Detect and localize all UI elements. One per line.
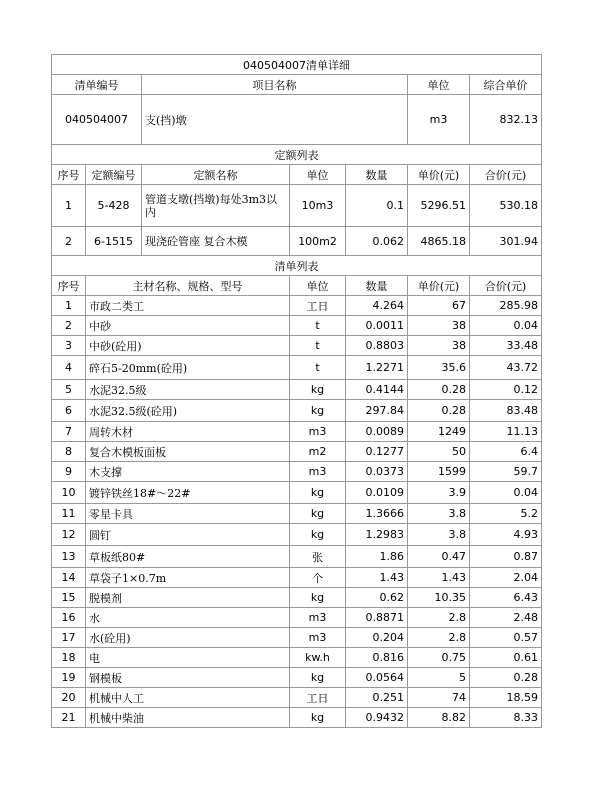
quota-code-header: 定额编号 <box>86 165 142 185</box>
material-qty: 0.62 <box>346 588 408 608</box>
material-price-header: 单价(元) <box>408 276 470 296</box>
material-name-header: 主材名称、规格、型号 <box>86 276 290 296</box>
quota-price: 5296.51 <box>408 185 470 227</box>
material-price: 3.9 <box>408 482 470 504</box>
bill-code: 040504007 <box>52 95 142 145</box>
quota-qty-header: 数量 <box>346 165 408 185</box>
material-no: 4 <box>52 356 86 380</box>
material-row <box>52 422 542 442</box>
material-total: 11.13 <box>470 422 542 442</box>
material-no: 20 <box>52 688 86 708</box>
material-total: 8.33 <box>470 708 542 728</box>
material-no: 12 <box>52 524 86 546</box>
material-qty: 4.264 <box>346 296 408 316</box>
material-name: 草板纸80# <box>86 546 290 568</box>
material-total: 0.04 <box>470 316 542 336</box>
quota-row <box>52 227 542 256</box>
material-no: 18 <box>52 648 86 668</box>
quota-price: 4865.18 <box>408 227 470 256</box>
quota-name: 管道支墩(挡墩)每处3m3以内 <box>142 185 290 227</box>
quota-name: 现浇砼管座 复合木模 <box>142 227 290 256</box>
material-qty: 1.2271 <box>346 356 408 380</box>
material-row <box>52 668 542 688</box>
quota-total: 530.18 <box>470 185 542 227</box>
material-price: 2.8 <box>408 608 470 628</box>
material-name: 水 <box>86 608 290 628</box>
material-row <box>52 588 542 608</box>
material-unit: 个 <box>290 568 346 588</box>
material-qty: 0.8871 <box>346 608 408 628</box>
material-unit: kg <box>290 380 346 400</box>
material-qty: 0.4144 <box>346 380 408 400</box>
material-price: 74 <box>408 688 470 708</box>
material-no: 14 <box>52 568 86 588</box>
material-total: 83.48 <box>470 400 542 422</box>
bill-unit-price: 832.13 <box>470 95 542 145</box>
bill-code-header: 清单编号 <box>52 75 142 95</box>
material-total: 0.28 <box>470 668 542 688</box>
material-price: 67 <box>408 296 470 316</box>
material-name: 脱模剂 <box>86 588 290 608</box>
material-price: 38 <box>408 316 470 336</box>
material-total: 6.4 <box>470 442 542 462</box>
material-price: 1.43 <box>408 568 470 588</box>
material-row <box>52 380 542 400</box>
material-unit: m2 <box>290 442 346 462</box>
material-qty: 0.816 <box>346 648 408 668</box>
material-no: 13 <box>52 546 86 568</box>
material-no: 2 <box>52 316 86 336</box>
material-unit: kg <box>290 524 346 546</box>
material-row <box>52 442 542 462</box>
quota-total: 301.94 <box>470 227 542 256</box>
bill-unit-price-header: 综合单价 <box>470 75 542 95</box>
material-total: 0.57 <box>470 628 542 648</box>
material-price: 5 <box>408 668 470 688</box>
material-row <box>52 482 542 504</box>
material-unit: 工日 <box>290 296 346 316</box>
bill-name-header: 项目名称 <box>142 75 408 95</box>
material-total: 5.2 <box>470 504 542 524</box>
material-total: 285.98 <box>470 296 542 316</box>
material-row <box>52 546 542 568</box>
material-unit: kg <box>290 588 346 608</box>
material-total-header: 合价(元) <box>470 276 542 296</box>
material-qty: 0.8803 <box>346 336 408 356</box>
material-no: 3 <box>52 336 86 356</box>
quota-unit: 10m3 <box>290 185 346 227</box>
bill-name: 支(挡)墩 <box>142 95 408 145</box>
material-name: 水泥32.5级 <box>86 380 290 400</box>
material-row <box>52 608 542 628</box>
quota-qty: 0.062 <box>346 227 408 256</box>
material-total: 18.59 <box>470 688 542 708</box>
quota-price-header: 单价(元) <box>408 165 470 185</box>
material-price: 50 <box>408 442 470 462</box>
material-qty: 0.251 <box>346 688 408 708</box>
quota-name-header: 定额名称 <box>142 165 290 185</box>
material-unit: m3 <box>290 608 346 628</box>
material-price: 8.82 <box>408 708 470 728</box>
material-name: 水(砼用) <box>86 628 290 648</box>
material-name: 零星卡具 <box>86 504 290 524</box>
material-name: 机械中柴油 <box>86 708 290 728</box>
material-name: 水泥32.5级(砼用) <box>86 400 290 422</box>
material-row <box>52 568 542 588</box>
material-unit: kw.h <box>290 648 346 668</box>
material-row <box>52 462 542 482</box>
page-title: 040504007清单详细 <box>52 55 542 75</box>
material-unit: kg <box>290 668 346 688</box>
material-no: 6 <box>52 400 86 422</box>
material-no-header: 序号 <box>52 276 86 296</box>
material-row <box>52 648 542 668</box>
material-qty: 0.9432 <box>346 708 408 728</box>
material-unit: kg <box>290 504 346 524</box>
material-no: 9 <box>52 462 86 482</box>
material-name: 周转木材 <box>86 422 290 442</box>
quota-row <box>52 185 542 227</box>
quota-no-header: 序号 <box>52 165 86 185</box>
quota-no: 2 <box>52 227 86 256</box>
material-qty: 1.2983 <box>346 524 408 546</box>
material-name: 中砂 <box>86 316 290 336</box>
material-price: 3.8 <box>408 524 470 546</box>
material-total: 43.72 <box>470 356 542 380</box>
material-name: 镀锌铁丝18#～22# <box>86 482 290 504</box>
material-no: 1 <box>52 296 86 316</box>
material-qty: 0.204 <box>346 628 408 648</box>
material-unit: 张 <box>290 546 346 568</box>
material-unit: kg <box>290 400 346 422</box>
material-no: 8 <box>52 442 86 462</box>
material-row <box>52 628 542 648</box>
material-price: 0.47 <box>408 546 470 568</box>
material-total: 0.12 <box>470 380 542 400</box>
material-qty: 0.0109 <box>346 482 408 504</box>
quota-code: 6-1515 <box>86 227 142 256</box>
material-no: 7 <box>52 422 86 442</box>
material-row <box>52 296 542 316</box>
material-total: 0.61 <box>470 648 542 668</box>
material-total: 4.93 <box>470 524 542 546</box>
material-no: 21 <box>52 708 86 728</box>
material-price: 3.8 <box>408 504 470 524</box>
material-name: 市政二类工 <box>86 296 290 316</box>
material-no: 16 <box>52 608 86 628</box>
material-price: 35.6 <box>408 356 470 380</box>
material-unit: t <box>290 336 346 356</box>
material-price: 0.28 <box>408 400 470 422</box>
material-price: 10.35 <box>408 588 470 608</box>
quota-unit: 100m2 <box>290 227 346 256</box>
material-unit: t <box>290 356 346 380</box>
material-name: 圆钉 <box>86 524 290 546</box>
material-name: 中砂(砼用) <box>86 336 290 356</box>
material-total: 0.87 <box>470 546 542 568</box>
material-row <box>52 708 542 728</box>
material-total: 0.04 <box>470 482 542 504</box>
material-row <box>52 524 542 546</box>
material-price: 38 <box>408 336 470 356</box>
material-row <box>52 400 542 422</box>
material-qty-header: 数量 <box>346 276 408 296</box>
material-qty: 0.1277 <box>346 442 408 462</box>
material-unit: m3 <box>290 462 346 482</box>
material-name: 碎石5-20mm(砼用) <box>86 356 290 380</box>
material-row <box>52 504 542 524</box>
bill-detail-table <box>51 54 542 728</box>
material-price: 1599 <box>408 462 470 482</box>
material-name: 木支撑 <box>86 462 290 482</box>
material-row <box>52 688 542 708</box>
material-qty: 297.84 <box>346 400 408 422</box>
material-unit: kg <box>290 482 346 504</box>
material-no: 19 <box>52 668 86 688</box>
material-qty: 1.86 <box>346 546 408 568</box>
material-row <box>52 336 542 356</box>
material-no: 15 <box>52 588 86 608</box>
material-name: 机械中人工 <box>86 688 290 708</box>
material-total: 6.43 <box>470 588 542 608</box>
material-no: 17 <box>52 628 86 648</box>
quota-section-title: 定额列表 <box>52 145 542 165</box>
material-qty: 0.0011 <box>346 316 408 336</box>
material-section-title: 清单列表 <box>52 256 542 276</box>
material-row <box>52 356 542 380</box>
quota-code: 5-428 <box>86 185 142 227</box>
material-total: 59.7 <box>470 462 542 482</box>
material-qty: 0.0089 <box>346 422 408 442</box>
quota-total-header: 合价(元) <box>470 165 542 185</box>
material-row <box>52 316 542 336</box>
material-unit: 工日 <box>290 688 346 708</box>
material-no: 10 <box>52 482 86 504</box>
bill-unit-header: 单位 <box>408 75 470 95</box>
material-unit: kg <box>290 708 346 728</box>
material-qty: 1.3666 <box>346 504 408 524</box>
material-total: 2.48 <box>470 608 542 628</box>
material-qty: 0.0564 <box>346 668 408 688</box>
material-price: 1249 <box>408 422 470 442</box>
quota-unit-header: 单位 <box>290 165 346 185</box>
material-name: 电 <box>86 648 290 668</box>
material-price: 0.75 <box>408 648 470 668</box>
material-unit: t <box>290 316 346 336</box>
quota-qty: 0.1 <box>346 185 408 227</box>
material-price: 2.8 <box>408 628 470 648</box>
material-total: 33.48 <box>470 336 542 356</box>
material-qty: 1.43 <box>346 568 408 588</box>
quota-no: 1 <box>52 185 86 227</box>
material-unit: m3 <box>290 628 346 648</box>
material-no: 11 <box>52 504 86 524</box>
material-qty: 0.0373 <box>346 462 408 482</box>
material-unit-header: 单位 <box>290 276 346 296</box>
material-name: 钢模板 <box>86 668 290 688</box>
material-unit: m3 <box>290 422 346 442</box>
bill-unit: m3 <box>408 95 470 145</box>
material-price: 0.28 <box>408 380 470 400</box>
material-name: 草袋子1×0.7m <box>86 568 290 588</box>
material-name: 复合木模板面板 <box>86 442 290 462</box>
material-no: 5 <box>52 380 86 400</box>
material-total: 2.04 <box>470 568 542 588</box>
